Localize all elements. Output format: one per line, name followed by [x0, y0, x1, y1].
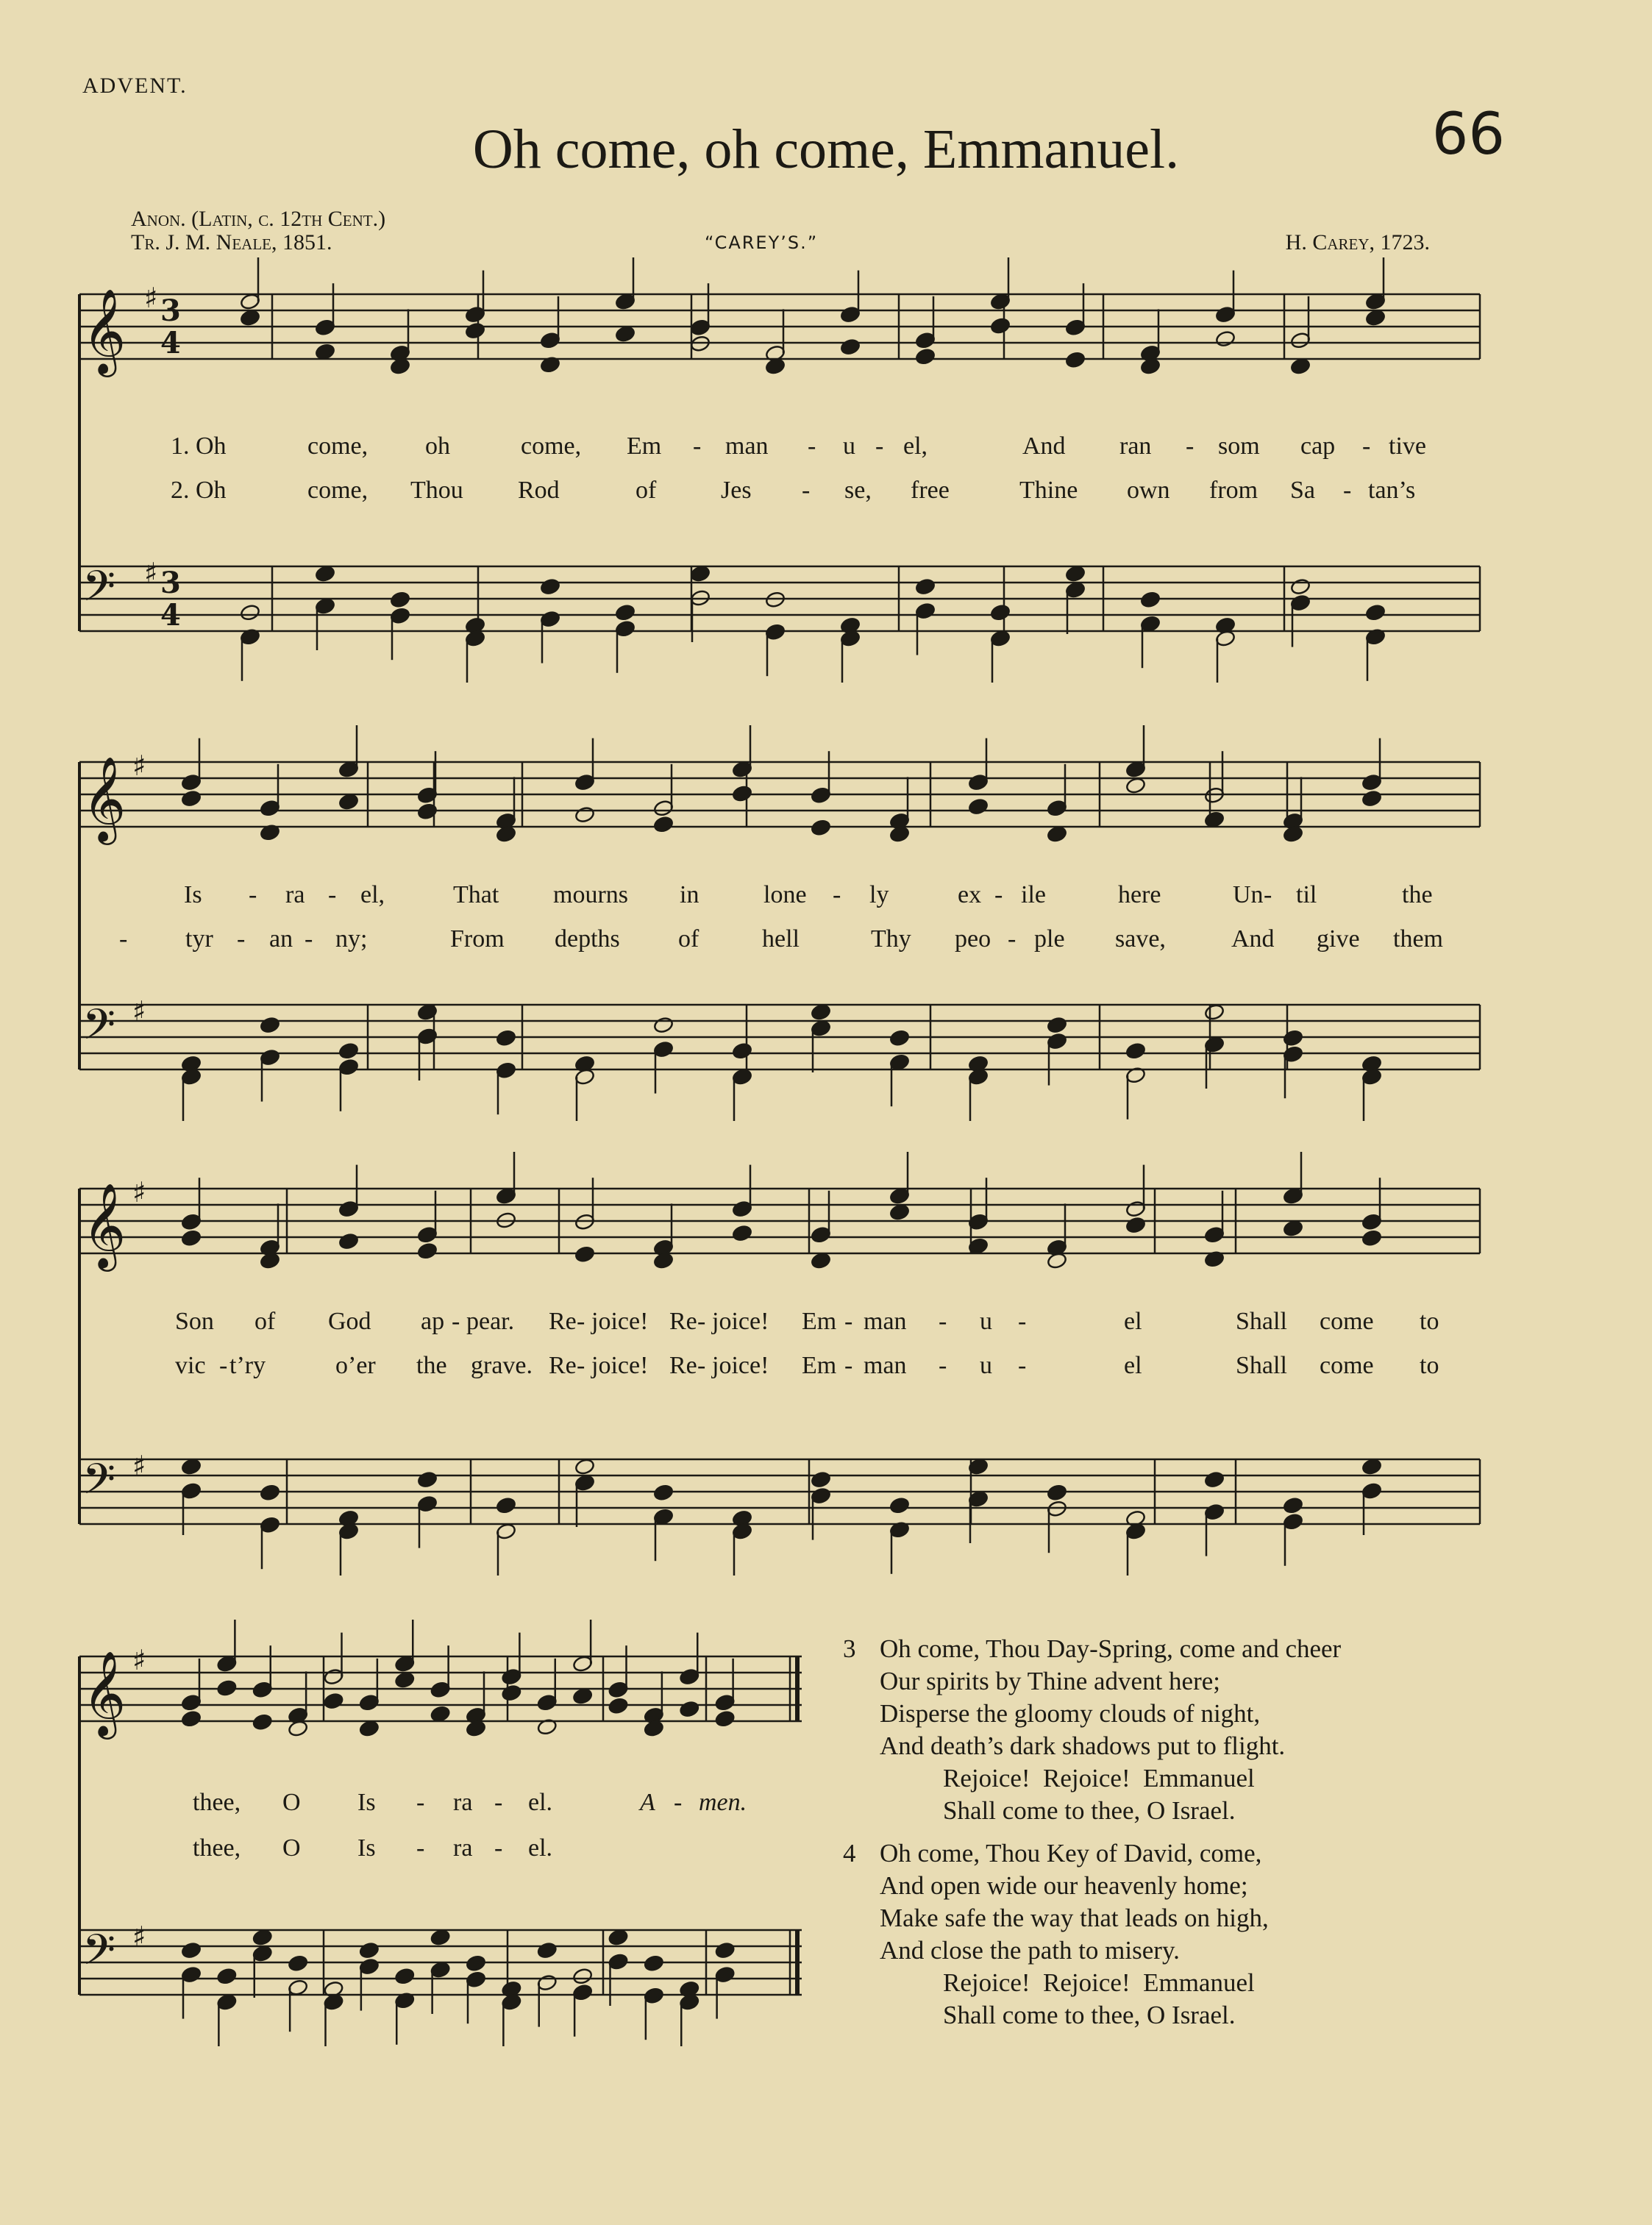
- note-head: [653, 1017, 674, 1034]
- lyric-syllable: Re: [549, 1308, 577, 1335]
- svg-text:4: 4: [160, 598, 181, 633]
- treble-clef-icon: 𝄞: [82, 1650, 127, 1736]
- lyric-syllable: -: [875, 432, 884, 460]
- note-head: [811, 819, 831, 836]
- note-head: [990, 604, 1011, 622]
- note-head: [390, 591, 410, 608]
- lyric-syllable: come,: [307, 477, 369, 504]
- lyric-syllable: Em: [802, 1308, 837, 1335]
- amen-syllable: men.: [699, 1789, 747, 1816]
- lyric-syllable: Thine: [1019, 477, 1078, 504]
- lyric-syllable: here: [1118, 881, 1161, 908]
- note-head: [181, 790, 202, 808]
- lyric-syllable: Is: [357, 1834, 376, 1862]
- author-line-2: Tr. J. M. Neale, 1851.: [131, 230, 332, 254]
- lyric-syllable: -: [577, 1308, 585, 1335]
- lyric-syllable: from: [1209, 477, 1258, 504]
- hymn-title: Oh come, oh come, Emmanuel.: [472, 118, 1180, 180]
- note-head: [889, 825, 910, 843]
- note-head: [338, 1042, 359, 1060]
- music-system-1: [0, 265, 1652, 677]
- lyric-syllable: Re: [669, 1352, 697, 1379]
- stanza-3-line-1: Oh come, Thou Day-Spring, come and cheer: [880, 1634, 1342, 1663]
- lyric-syllable: -: [577, 1352, 585, 1379]
- stanza-3-refrain-2: Shall come to thee, O Israel.: [943, 1796, 1236, 1825]
- lyric-syllable: vic: [175, 1352, 206, 1379]
- note-head: [1047, 1484, 1067, 1501]
- lyric-syllable: -: [328, 881, 337, 908]
- lyric-syllable: joice!: [712, 1308, 769, 1335]
- note-head: [1283, 1029, 1303, 1047]
- lyric-syllable: of: [254, 1308, 276, 1335]
- lyric-syllable: come,: [307, 432, 369, 460]
- lyric-syllable: -: [416, 1834, 425, 1862]
- note-head: [288, 1954, 308, 1972]
- lyric-syllable: el: [1124, 1352, 1142, 1379]
- lyric-syllable: Thy: [871, 925, 911, 953]
- lyric-syllable: u: [843, 432, 855, 460]
- note-head: [465, 322, 485, 340]
- lyric-syllable: joice!: [591, 1352, 649, 1379]
- lyric-syllable: Shall: [1236, 1308, 1287, 1335]
- note-head: [572, 1968, 593, 1985]
- lyric-syllable: Son: [175, 1308, 214, 1335]
- note-head: [1047, 1252, 1067, 1270]
- note-head: [1125, 777, 1146, 794]
- hymn-number: 66: [1431, 102, 1505, 168]
- lyric-syllable: of: [678, 925, 699, 953]
- note-head: [1283, 1220, 1303, 1237]
- note-head: [915, 348, 936, 366]
- note-head: [260, 1484, 280, 1501]
- lyric-syllable: -: [939, 1352, 947, 1379]
- notes-system-1: [240, 257, 1386, 683]
- note-head: [315, 565, 335, 583]
- lyric-syllable: tive: [1389, 432, 1426, 460]
- lyric-syllable: thee,: [193, 1789, 241, 1816]
- note-head: [260, 1017, 280, 1034]
- author-line-1: Anon. (Latin, c. 12th Cent.): [131, 207, 386, 231]
- treble-clef-icon: 𝄞: [82, 288, 127, 374]
- lyric-syllable: give: [1317, 925, 1360, 953]
- note-head: [496, 1497, 516, 1514]
- note-head: [1361, 1229, 1382, 1247]
- lyric-syllable: come: [1320, 1308, 1374, 1335]
- lyric-syllable: O: [282, 1834, 301, 1862]
- lyric-syllable: til: [1296, 881, 1317, 908]
- note-head: [653, 816, 674, 833]
- lyric-syllable: in: [680, 881, 699, 908]
- lyric-syllable: Shall: [1236, 1352, 1287, 1379]
- note-head: [889, 1029, 910, 1047]
- amen-syllable: -: [674, 1789, 683, 1816]
- composer-credit: H. Carey, 1723.: [1285, 230, 1430, 254]
- note-head: [216, 1968, 237, 1985]
- note-head: [181, 1942, 202, 1959]
- note-head: [1065, 351, 1086, 369]
- notes-system-4: [181, 1620, 736, 2046]
- lyric-syllable: -: [452, 1308, 460, 1335]
- note-head: [323, 1692, 343, 1710]
- svg-text:♯: ♯: [132, 1920, 146, 1953]
- lyric-syllable: Un: [1233, 881, 1264, 908]
- bass-clef-icon: 𝄢: [82, 1454, 116, 1514]
- lyric-syllable: -: [416, 1789, 425, 1816]
- note-head: [574, 1245, 595, 1263]
- stanza-4-refrain-1: Rejoice! Rejoice! Emmanuel: [943, 1968, 1255, 1997]
- lyric-syllable: Re: [669, 1308, 697, 1335]
- lyric-syllable: save,: [1115, 925, 1166, 953]
- lyric-syllable: That: [453, 881, 499, 908]
- lyric-syllable: Is: [357, 1789, 376, 1816]
- note-head: [608, 1929, 628, 1946]
- note-head: [1215, 330, 1236, 348]
- note-head: [466, 1720, 486, 1737]
- note-head: [915, 578, 936, 596]
- note-head: [889, 1497, 910, 1514]
- lyric-syllable: peo: [955, 925, 991, 953]
- note-head: [359, 1942, 380, 1959]
- note-head: [1365, 604, 1386, 622]
- note-head: [572, 1687, 593, 1705]
- lyric-syllable: -: [833, 881, 841, 908]
- lyric-syllable: lone: [763, 881, 807, 908]
- lyric-syllable: u: [980, 1352, 992, 1379]
- stanza-3-line-2: Our spirits by Thine advent here;: [880, 1667, 1220, 1695]
- lyric-syllable: -: [249, 881, 257, 908]
- treble-clef-icon: 𝄞: [82, 755, 127, 841]
- svg-text:♯: ♯: [144, 282, 158, 314]
- lyric-syllable: come,: [521, 432, 582, 460]
- music-system-4: [0, 1618, 1652, 2030]
- svg-text:♯: ♯: [132, 995, 146, 1028]
- svg-text:♯: ♯: [132, 1176, 146, 1208]
- lyric-syllable: the: [1402, 881, 1433, 908]
- lyric-syllable: Re: [549, 1352, 577, 1379]
- lyric-syllable: ran: [1119, 432, 1152, 460]
- lyric-syllable: ny;: [335, 925, 368, 953]
- note-head: [732, 785, 752, 802]
- lyric-syllable: -: [802, 477, 811, 504]
- lyric-syllable: -: [1362, 432, 1371, 460]
- note-head: [240, 309, 260, 327]
- lyric-syllable: thee,: [193, 1834, 241, 1862]
- note-head: [1047, 1017, 1067, 1034]
- lyric-line-1-verse2: 2. Oh: [171, 477, 227, 504]
- lyric-syllable: ra: [285, 881, 305, 908]
- lyric-syllable: -: [844, 1308, 853, 1335]
- note-head: [181, 1229, 202, 1247]
- lyric-syllable: -: [1018, 1308, 1027, 1335]
- lyric-syllable: t’ry: [229, 1352, 266, 1379]
- note-head: [653, 1484, 674, 1501]
- note-head: [1283, 1497, 1303, 1514]
- tune-name: “CAREY’S.”: [705, 232, 819, 253]
- lyric-syllable: man: [725, 432, 769, 460]
- lyric-syllable: -: [494, 1834, 503, 1862]
- note-head: [1290, 578, 1311, 596]
- bass-clef-icon: 𝄢: [82, 561, 116, 622]
- note-head: [315, 343, 335, 360]
- note-head: [765, 357, 786, 375]
- lyric-syllable: Is: [184, 881, 202, 908]
- note-head: [394, 1968, 415, 1985]
- note-head: [1204, 1003, 1225, 1021]
- note-head: [430, 1929, 450, 1946]
- note-head: [608, 1697, 628, 1715]
- lyric-syllable: of: [635, 477, 657, 504]
- lyric-syllable: som: [1218, 432, 1260, 460]
- note-head: [644, 1954, 664, 1972]
- note-head: [501, 1684, 521, 1702]
- stanza-3-refrain-1: Rejoice! Rejoice! Emmanuel: [943, 1764, 1255, 1793]
- lyric-syllable: -: [494, 1789, 503, 1816]
- lyric-syllable: -: [939, 1308, 947, 1335]
- note-head: [732, 1042, 752, 1060]
- lyric-syllable: Em: [802, 1352, 837, 1379]
- lyric-syllable: come: [1320, 1352, 1374, 1379]
- lyric-syllable: From: [450, 925, 505, 953]
- lyric-syllable: ra: [453, 1789, 473, 1816]
- lyric-syllable: el.: [528, 1834, 553, 1862]
- lyric-syllable: tyr: [185, 925, 213, 953]
- lyric-syllable: -: [237, 925, 246, 953]
- note-head: [714, 1710, 735, 1728]
- lyric-syllable: el.: [528, 1789, 553, 1816]
- lyric-syllable: depths: [555, 925, 620, 953]
- lyric-syllable: -: [1008, 925, 1017, 953]
- note-head: [240, 604, 260, 622]
- note-head: [181, 1458, 202, 1475]
- stanza-3-line-4: And death’s dark shadows put to flight.: [880, 1731, 1286, 1760]
- lyric-syllable: Thou: [410, 477, 463, 504]
- lyric-syllable: -: [844, 1352, 853, 1379]
- note-head: [644, 1720, 664, 1737]
- lyric-syllable: grave.: [471, 1352, 533, 1379]
- note-head: [968, 798, 989, 816]
- lyric-syllable: ly: [869, 881, 889, 908]
- lyric-syllable: Sa: [1290, 477, 1315, 504]
- lyric-syllable: -: [305, 925, 313, 953]
- lyric-syllable: -: [697, 1352, 706, 1379]
- note-head: [252, 1929, 273, 1946]
- note-head: [811, 1252, 831, 1270]
- note-head: [615, 604, 635, 622]
- lyric-syllable: an: [269, 925, 293, 953]
- lyric-syllable: to: [1420, 1308, 1439, 1335]
- lyric-syllable: mourns: [553, 881, 628, 908]
- note-head: [615, 325, 635, 343]
- note-head: [811, 1471, 831, 1489]
- note-head: [811, 1003, 831, 1021]
- music-system-2: [0, 721, 1652, 1111]
- lyric-syllable: -: [1343, 477, 1352, 504]
- note-head: [1361, 1458, 1382, 1475]
- lyric-syllable: -: [119, 925, 128, 953]
- section-heading: ADVENT.: [82, 74, 188, 98]
- lyric-syllable: hell: [762, 925, 800, 953]
- lyric-syllable: oh: [425, 432, 450, 460]
- note-head: [1283, 825, 1303, 843]
- note-head: [840, 338, 861, 356]
- note-head: [1365, 309, 1386, 327]
- note-head: [537, 1942, 558, 1959]
- note-head: [1047, 825, 1067, 843]
- lyric-syllable: ex: [958, 881, 982, 908]
- lyric-syllable: se,: [844, 477, 872, 504]
- note-head: [466, 1954, 486, 1972]
- lyric-syllable: man: [864, 1308, 907, 1335]
- stanza-4-line-4: And close the path to misery.: [880, 1936, 1180, 1965]
- lyric-syllable: And: [1022, 432, 1066, 460]
- lyric-syllable: u: [980, 1308, 992, 1335]
- stanza-3-number: 3: [843, 1634, 856, 1663]
- lyric-syllable: ra: [453, 1834, 473, 1862]
- lyric-syllable: -: [994, 881, 1003, 908]
- note-head: [732, 1225, 752, 1242]
- note-head: [540, 578, 560, 596]
- note-head: [288, 1720, 308, 1737]
- bass-clef-icon: 𝄢: [82, 1925, 116, 1985]
- note-head: [181, 1710, 202, 1728]
- lyric-syllable: ap: [421, 1308, 445, 1335]
- note-head: [496, 1029, 516, 1047]
- note-head: [216, 1679, 237, 1697]
- note-head: [390, 357, 410, 375]
- note-head: [260, 1252, 280, 1270]
- note-head: [359, 1720, 380, 1737]
- lyric-syllable: -: [697, 1308, 706, 1335]
- note-head: [1204, 1471, 1225, 1489]
- lyric-syllable: joice!: [591, 1308, 649, 1335]
- stanza-4-refrain-2: Shall come to thee, O Israel.: [943, 2001, 1236, 2029]
- lyric-syllable: own: [1127, 477, 1170, 504]
- note-head: [1125, 1042, 1146, 1060]
- note-head: [338, 793, 359, 811]
- note-head: [430, 1705, 450, 1723]
- note-head: [1204, 811, 1225, 828]
- svg-text:♯: ♯: [132, 1644, 146, 1676]
- lyric-syllable: cap: [1300, 432, 1336, 460]
- note-head: [653, 1252, 674, 1270]
- lyric-syllable: joice!: [712, 1352, 769, 1379]
- stanza-4-number: 4: [843, 1839, 856, 1868]
- lyric-syllable: the: [416, 1352, 447, 1379]
- lyric-syllable: el: [1124, 1308, 1142, 1335]
- note-head: [1140, 357, 1161, 375]
- note-head: [1290, 357, 1311, 375]
- svg-text:♯: ♯: [132, 1450, 146, 1482]
- lyric-syllable: Jes: [721, 477, 752, 504]
- treble-clef-icon: 𝄞: [82, 1182, 127, 1268]
- lyric-syllable: ple: [1034, 925, 1065, 953]
- stanza-3-line-3: Disperse the gloomy clouds of night,: [880, 1699, 1261, 1728]
- lyric-syllable: God: [328, 1308, 371, 1335]
- note-head: [889, 1203, 910, 1221]
- lyric-syllable: -: [693, 432, 702, 460]
- svg-text:♯: ♯: [144, 557, 158, 589]
- lyric-syllable: el,: [360, 881, 385, 908]
- note-head: [690, 565, 711, 583]
- lyric-syllable: pear.: [466, 1308, 515, 1335]
- lyric-syllable: man: [864, 1352, 907, 1379]
- note-head: [338, 1233, 359, 1250]
- lyric-syllable: to: [1420, 1352, 1439, 1379]
- stanza-4-line-1: Oh come, Thou Key of David, come,: [880, 1839, 1262, 1868]
- bass-clef-icon: 𝄢: [82, 1000, 116, 1060]
- lyric-line-1-verse1: 1. Oh: [171, 432, 227, 460]
- note-head: [679, 1701, 699, 1718]
- lyric-syllable: tan’s: [1368, 477, 1416, 504]
- lyric-syllable: -: [1186, 432, 1195, 460]
- lyric-syllable: -: [808, 432, 816, 460]
- note-head: [417, 1471, 438, 1489]
- lyric-syllable: o’er: [335, 1352, 376, 1379]
- svg-text:3: 3: [160, 566, 181, 600]
- note-head: [1361, 790, 1382, 808]
- note-head: [394, 1671, 415, 1689]
- lyric-syllable: Rod: [518, 477, 560, 504]
- svg-text:3: 3: [160, 293, 181, 328]
- lyric-syllable: ile: [1021, 881, 1046, 908]
- lyric-syllable: And: [1231, 925, 1275, 953]
- stanza-4-line-2: And open wide our heavenly home;: [880, 1871, 1248, 1900]
- note-head: [574, 1458, 595, 1475]
- lyric-syllable: O: [282, 1789, 301, 1816]
- notes-system-2: [181, 725, 1382, 1121]
- note-head: [252, 1713, 273, 1731]
- note-head: [714, 1942, 735, 1959]
- note-head: [1125, 1217, 1146, 1234]
- author-credit: [131, 207, 385, 254]
- lyric-syllable: Em: [627, 432, 662, 460]
- note-head: [1065, 565, 1086, 583]
- lyric-syllable: -: [1018, 1352, 1027, 1379]
- svg-text:4: 4: [160, 326, 181, 360]
- lyric-syllable: them: [1393, 925, 1443, 953]
- note-head: [574, 806, 595, 824]
- note-head: [1140, 591, 1161, 608]
- note-head: [496, 825, 516, 843]
- stanza-4-line-3: Make safe the way that leads on high,: [880, 1904, 1269, 1932]
- lyric-syllable: free: [911, 477, 950, 504]
- note-head: [417, 1242, 438, 1260]
- amen-syllable: A: [640, 1789, 655, 1816]
- note-head: [990, 317, 1011, 335]
- svg-text:♯: ♯: [132, 750, 146, 782]
- lyric-syllable: el,: [903, 432, 928, 460]
- lyric-syllable: -: [1264, 881, 1272, 908]
- lyric-syllable: -: [219, 1352, 228, 1379]
